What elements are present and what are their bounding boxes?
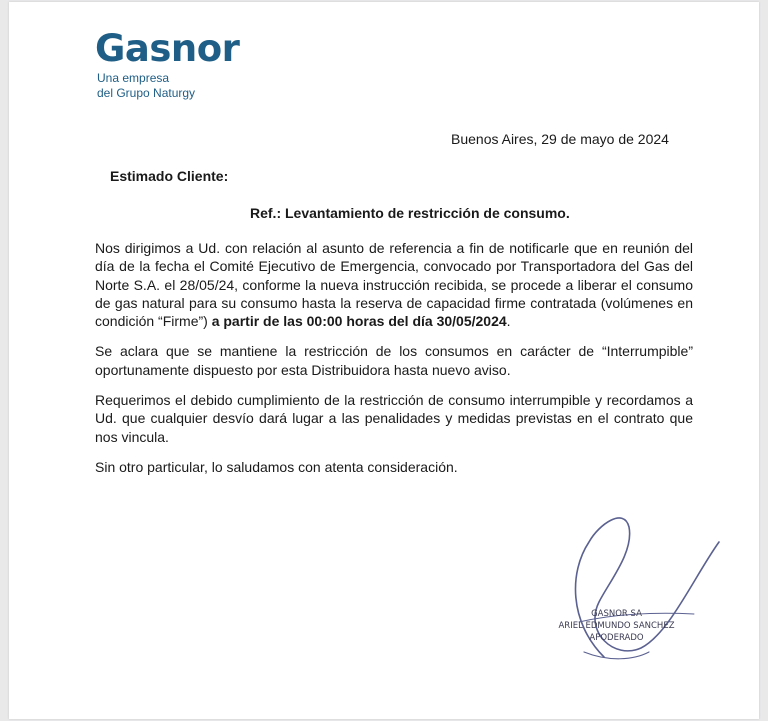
letter-body [95, 239, 693, 488]
paragraph-1-end: . [506, 313, 511, 330]
brand-tagline [97, 71, 195, 101]
paragraph-1-bold: a partir de las 00:00 horas del día 30/05/2024 [211, 313, 507, 330]
handwritten-signature [529, 502, 729, 677]
paragraph-compliance: Requerimos el debido cumplimiento de la restricción de consumo interrumpible y recordamos a Ud. que cualquier desvío dará lugar a las penalidades y medidas previstas en el contrato que nos vincula. [95, 392, 693, 445]
closing-line: Sin otro particular, lo saludamos con atenta consideración. [95, 458, 458, 475]
letter-page [9, 2, 759, 719]
tagline-line-2: del Grupo Naturgy [97, 86, 196, 100]
brand-logo: Gasnor [95, 27, 240, 70]
paragraph-clarification: Se aclara que se mantiene la restricción de los consumos en carácter de “Interrumpible” oportunamente dispuesto por esta Distribuidora hasta nuevo aviso. [95, 343, 693, 378]
signature-stamp [529, 608, 704, 644]
paragraph-notification [95, 239, 693, 330]
letter-date: Buenos Aires, 29 de mayo de 2024 [451, 131, 669, 147]
paragraph-1-text: Nos dirigimos a Ud. con relación al asunto de referencia a fin de notificarle que en reunión del día de la fecha el Comité Ejecutivo de Emergencia, convocado por Transportadora del Gas del Norte S.A. el 28/05/24, conforme la nueva instrucción recibida, se procede a liberar el consumo de gas natural para su consumo hasta la reserva de capacidad firme contratada (volúmenes en condición “Firme”) [95, 240, 693, 330]
tagline-line-1: Una empresa [97, 71, 170, 85]
reference-line: Ref.: Levantamiento de restricción de consumo. [250, 205, 570, 221]
stamp-name: ARIEL EDMUNDO SANCHEZ [558, 621, 675, 631]
stamp-role: APODERADO [589, 633, 644, 643]
stamp-company: GASNOR SA [591, 609, 642, 619]
salutation: Estimado Cliente: [110, 168, 229, 184]
